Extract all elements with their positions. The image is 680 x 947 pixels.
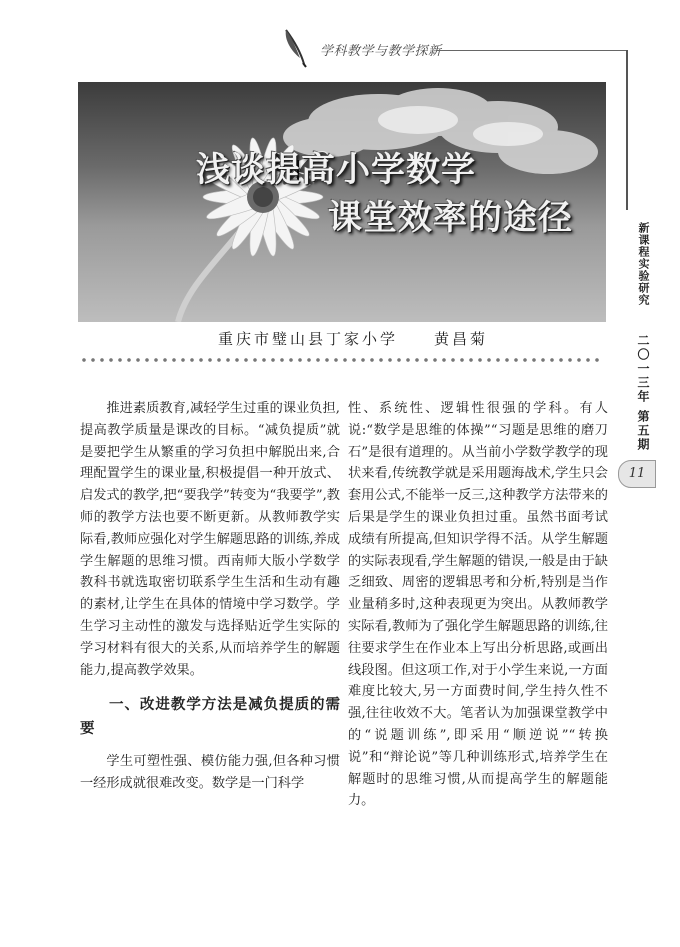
quill-pen-icon [282,28,308,68]
body-column-left [80,398,340,795]
page-number: 11 [618,460,656,488]
article-title-line2: 课堂效率的途径 [328,198,573,238]
author-affiliation: 重庆市璧山县丁家小学 [218,330,399,348]
paragraph-intro: 推进素质教育,减轻学生过重的课业负担,提高教学质量是课改的目标。“减负提质”就是要把学生从繁重的学习负担中解脱出来,合理配置学生的课业量,积极提倡一种开放式、启发式的教学,把“要我学”转变为“我要学”,教师的教学方法也要不断更新。从教师教学实际看,教师应强化对学生解题思路的训练,养成学生解题的思维习惯。西南师大版小学数学教科书就选取密切联系学生生活和生动有趣的素材,让学生在具体的情境中学习数学。学生学习主动性的激发与选择贴近学生实际的学习材料有很大的关系,从而培养学生的解题能力,提高教学效果。 [80,401,340,678]
title-banner [78,82,606,322]
journal-issue: 二〇一三年 第五期 [636,334,650,453]
paragraph-section1: 学生可塑性强、模仿能力强,但各种习惯一经形成就很难改变。数学是一门科学 [80,754,340,792]
header-rule [436,50,626,51]
side-rule [626,50,628,210]
byline [218,328,488,349]
journal-name: 新课程实验研究 [637,222,650,306]
author-name: 黄昌菊 [434,330,489,348]
article-title-line1: 浅谈提高小学数学 [196,150,476,190]
paragraph-continued: 性、系统性、逻辑性很强的学科。有人说:“数学是思维的体操”“习题是思维的磨刀石”是很有道理的。从当前小学数学教学的现状来看,传统教学就是采用题海战术,学生只会套用公式,不能举一反三,这种教学方法带来的后果是学生的课业负担过重。虽然书面考试成绩有所提高,但知识学得不活。从学生解题的实际表现看,学生解题的错误,一般是由于缺乏细致、周密的逻辑思考和分析,特别是当作业量稍多时,这种表现更为突出。从教师教学实际看,教师为了强化学生解题思路的训练,往往要求学生在作业本上写出分析思路,或画出线段图。但这项工作,对于小学生来说,一方面难度比较大,另一方面费时间,学生持久性不强,往往收效不大。笔者认为加强课堂教学中的“说题训练”,即采用“顺逆说”“转换说”和“辩论说”等几种训练形式,培养学生在解题时的思维习惯,从而提高学生的解题能力。 [348,401,608,809]
section-heading: 一、改进教学方法是减负提质的需要 [80,697,340,738]
journal-section-title: 学科教学与教学探新 [320,44,442,59]
body-column-right [348,398,608,812]
decorative-divider [80,356,602,364]
